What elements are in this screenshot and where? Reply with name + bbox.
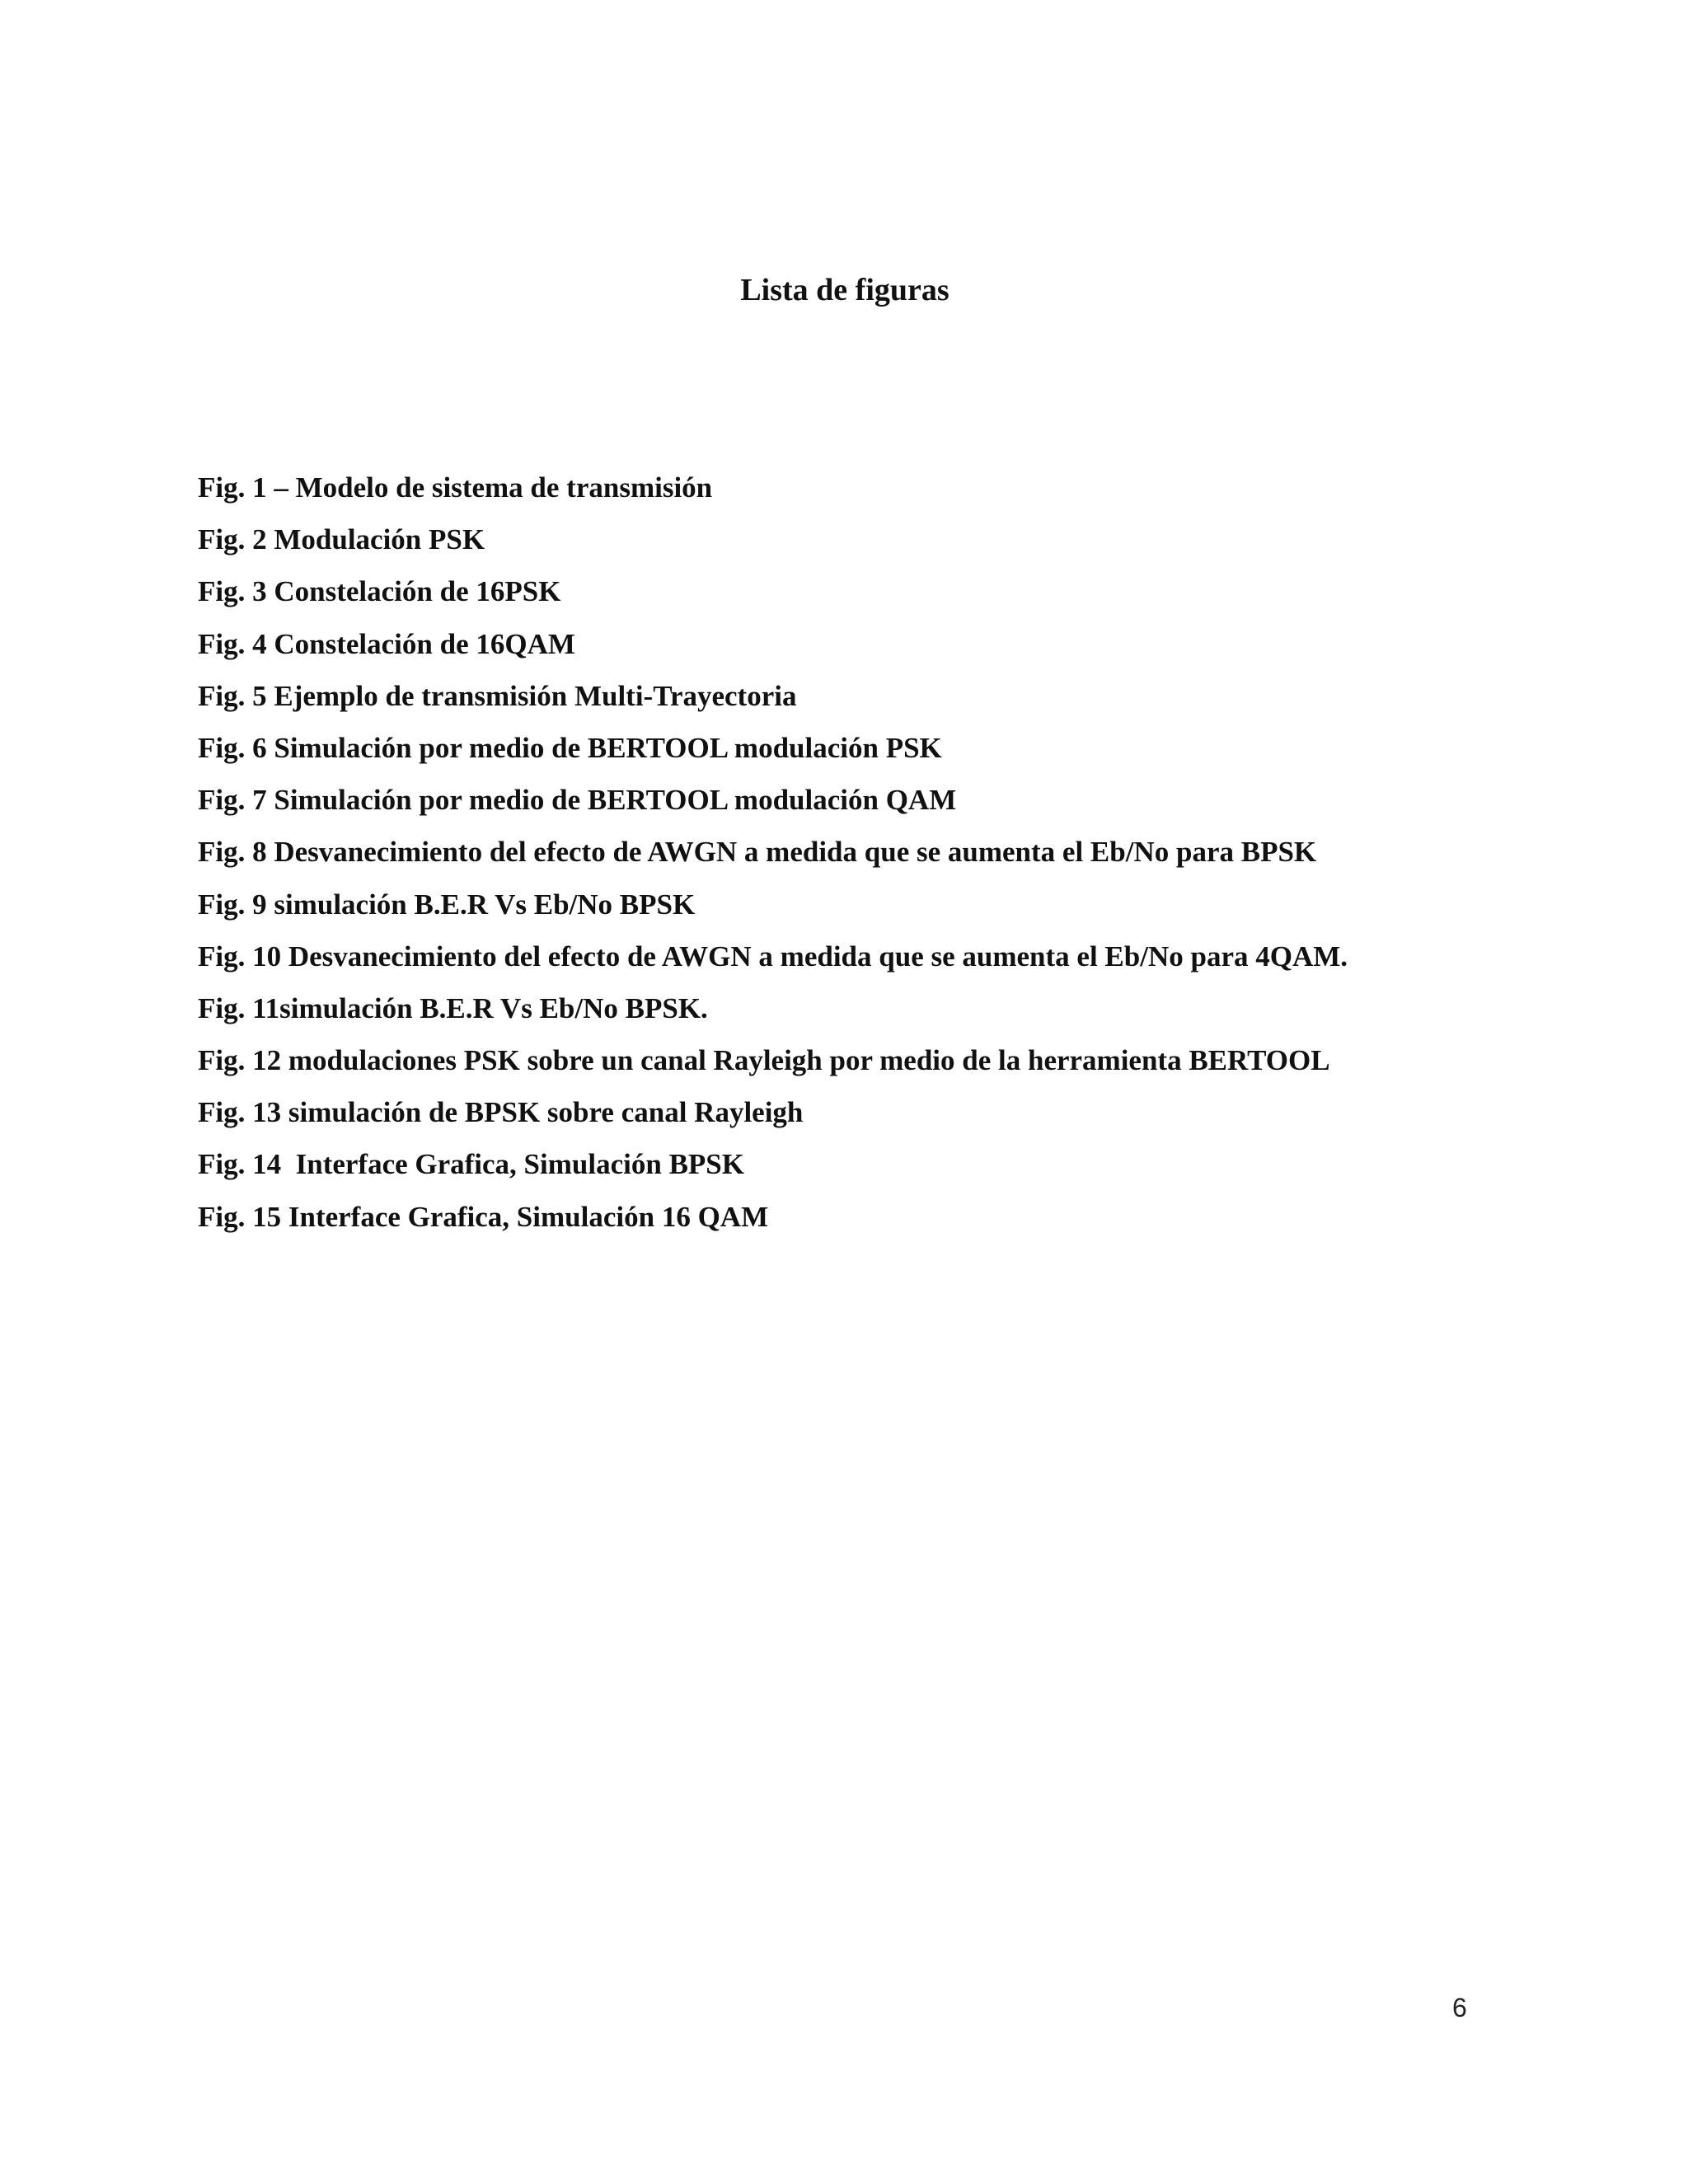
figure-list-item: Fig. 7 Simulación por medio de BERTOOL modulación QAM bbox=[198, 784, 957, 817]
figure-list-item: Fig. 11simulación B.E.R Vs Eb/No BPSK. bbox=[198, 991, 708, 1024]
figure-list-item: Fig. 1 – Modelo de sistema de transmisión bbox=[198, 471, 713, 504]
page-title: Lista de figuras bbox=[740, 273, 950, 307]
figure-list-item: Fig. 9 simulación B.E.R Vs Eb/No BPSK bbox=[198, 888, 696, 921]
figure-list-item: Fig. 8 Desvanecimiento del efecto de AWGN a medida que se aumenta el Eb/No para BPSK bbox=[198, 836, 1317, 869]
figure-list-item: Fig. 4 Constelación de 16QAM bbox=[198, 627, 575, 660]
figure-list-item: Fig. 2 Modulación PSK bbox=[198, 523, 485, 556]
figure-list-item: Fig. 13 simulación de BPSK sobre canal Rayleigh bbox=[198, 1096, 804, 1129]
figure-list bbox=[198, 462, 1517, 1243]
figure-list-item: Fig. 14 Interface Grafica, Simulación BPSK bbox=[198, 1148, 744, 1181]
figure-list-item: Fig. 12 modulaciones PSK sobre un canal Rayleigh por medio de la herramienta BERTOOL bbox=[198, 1044, 1330, 1077]
page-number: 6 bbox=[1452, 1993, 1467, 2022]
figure-list-item: Fig. 3 Constelación de 16PSK bbox=[198, 575, 561, 608]
figure-list-item: Fig. 15 Interface Grafica, Simulación 16 QAM bbox=[198, 1200, 769, 1233]
figure-list-item: Fig. 6 Simulación por medio de BERTOOL modulación PSK bbox=[198, 731, 942, 764]
figure-list-item: Fig. 5 Ejemplo de transmisión Multi-Trayectoria bbox=[198, 679, 797, 712]
figure-list-item: Fig. 10 Desvanecimiento del efecto de AWGN a medida que se aumenta el Eb/No para 4QAM. bbox=[198, 940, 1348, 972]
